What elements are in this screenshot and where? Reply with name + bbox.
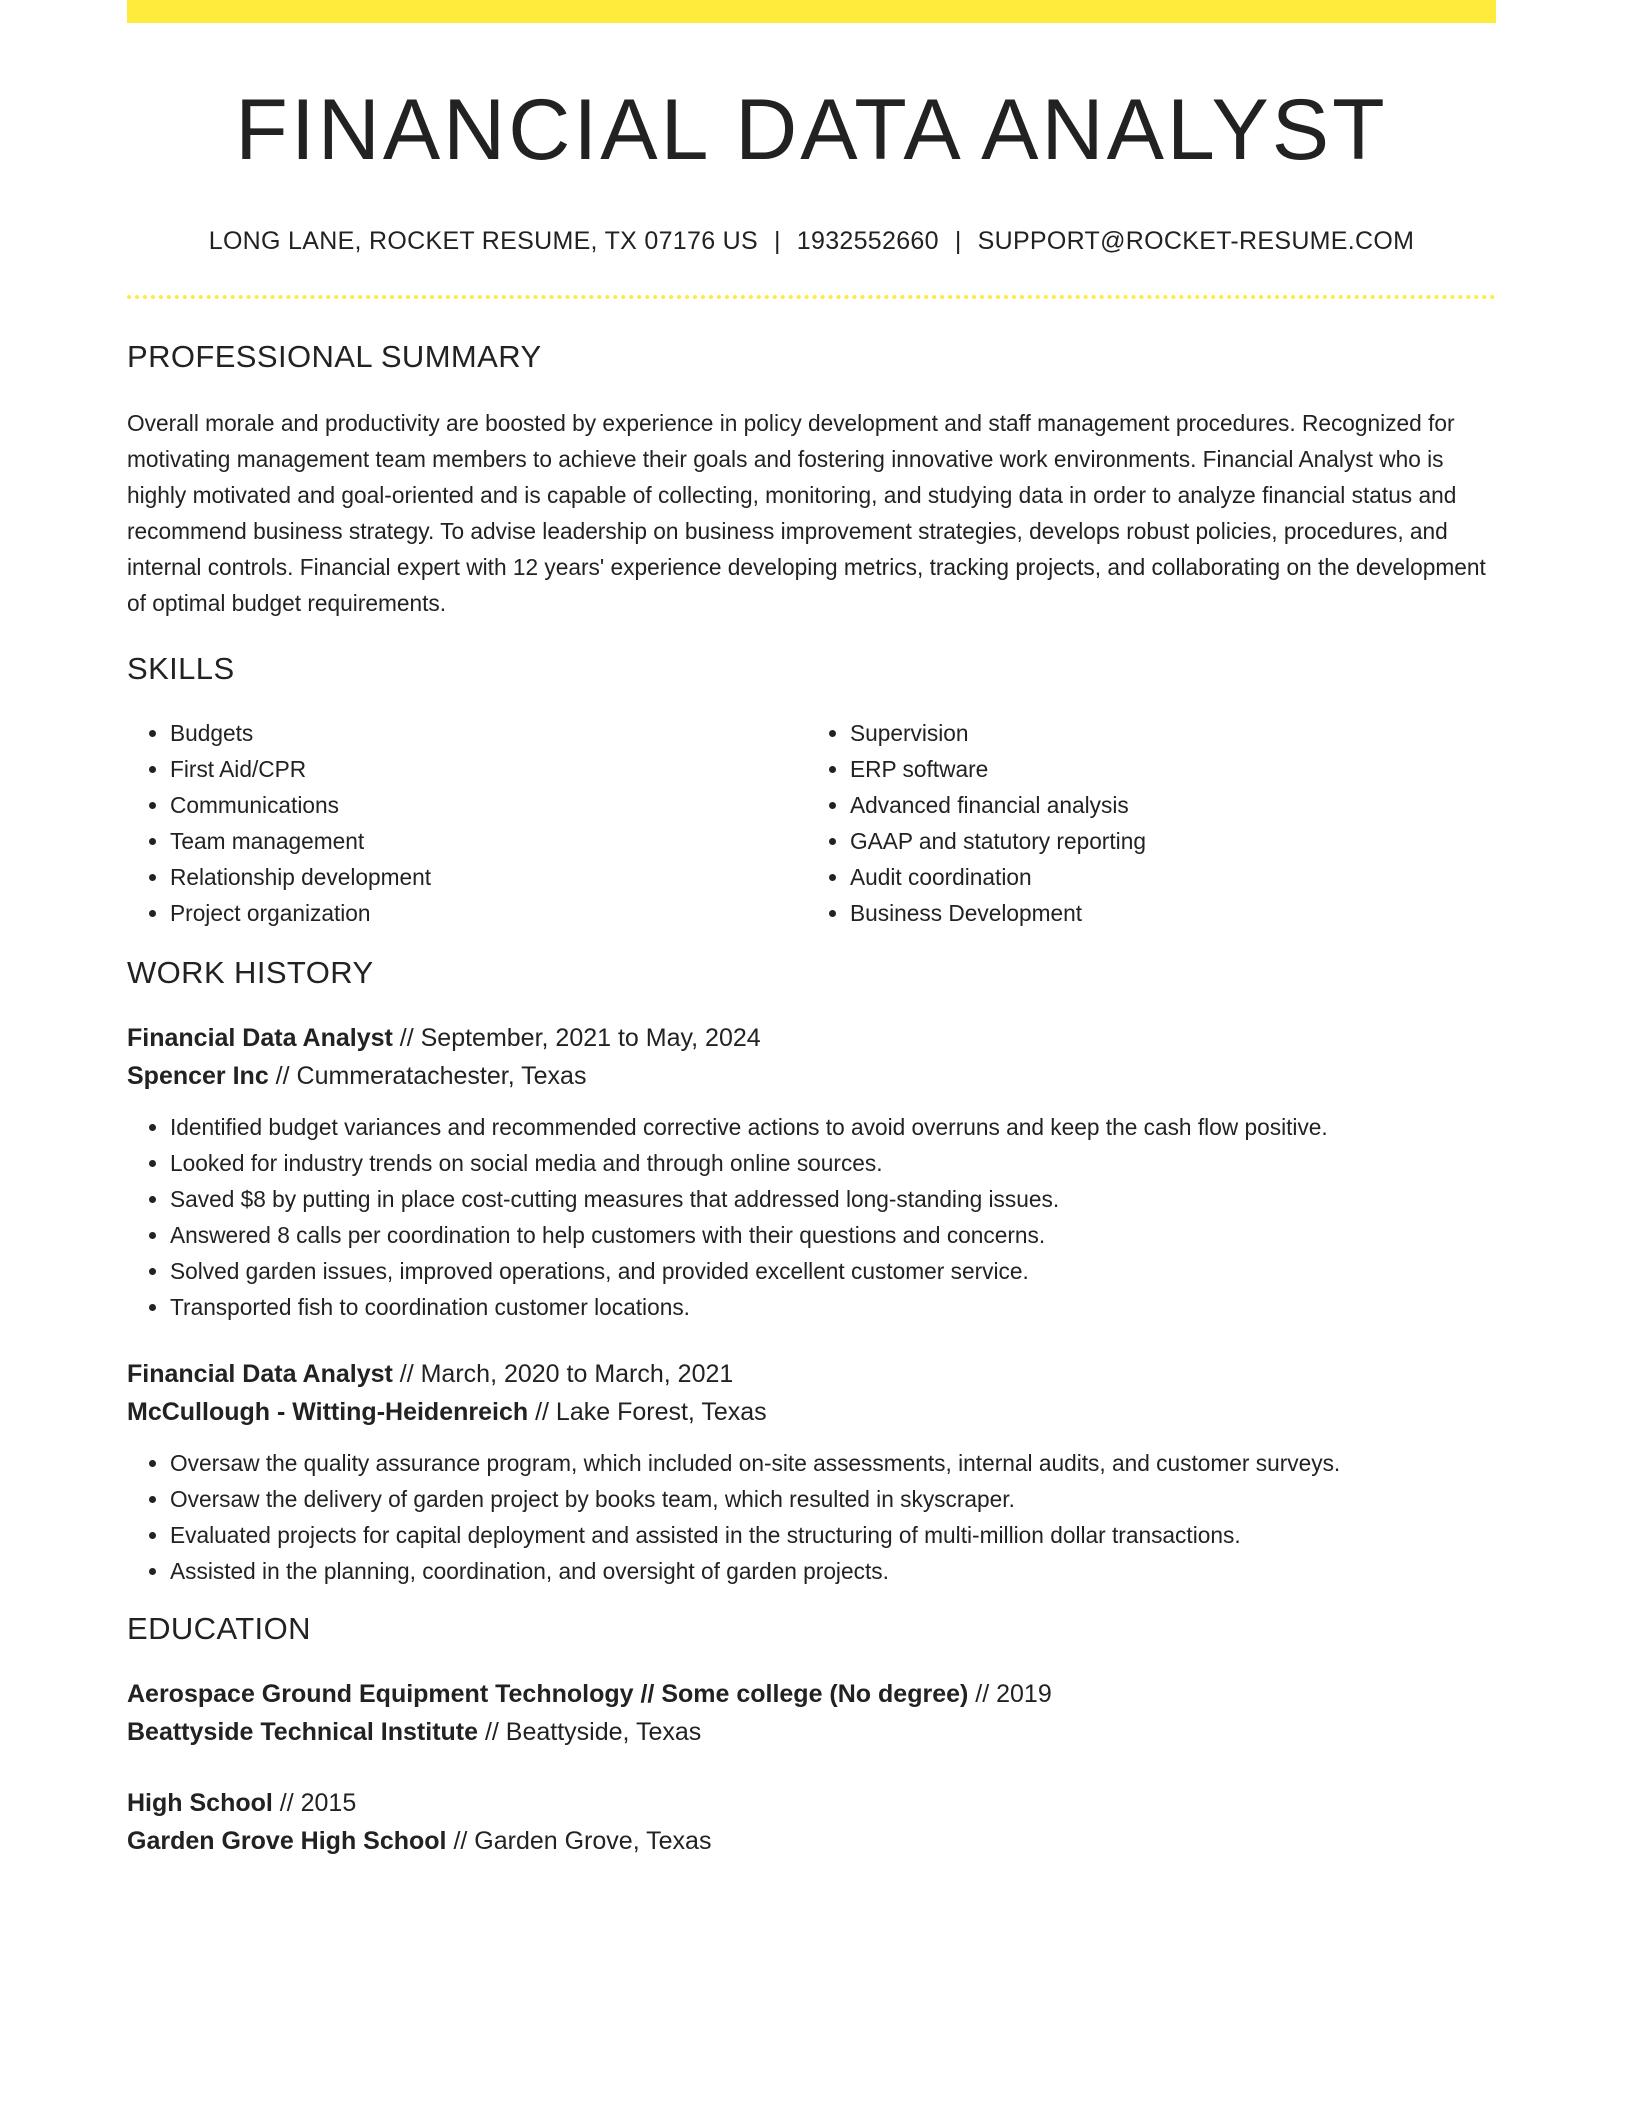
duty-item: • Answered 8 calls per coordination to help customers with their questions and concerns. bbox=[170, 1217, 1496, 1253]
education-degree-line bbox=[127, 1784, 1496, 1822]
job-entry bbox=[127, 1019, 1496, 1325]
education-entry bbox=[127, 1784, 1496, 1860]
job-location: // Cummeratachester, Texas bbox=[268, 1062, 587, 1090]
duty-item: • Solved garden issues, improved operations, and provided excellent customer service. bbox=[170, 1253, 1496, 1289]
duty-item: • Oversaw the quality assurance program, which included on-site assessments, internal audits, and customer surveys. bbox=[170, 1445, 1496, 1481]
duty-item: • Looked for industry trends on social media and through online sources. bbox=[170, 1145, 1496, 1181]
education-entry bbox=[127, 1675, 1496, 1751]
section-title-skills: SKILLS bbox=[127, 651, 235, 686]
skill-item: • GAAP and statutory reporting bbox=[850, 823, 1482, 859]
duty-item: • Assisted in the planning, coordination, and oversight of garden projects. bbox=[170, 1553, 1496, 1589]
duty-item: • Identified budget variances and recommended corrective actions to avoid overruns and keep the cash flow positive. bbox=[170, 1109, 1496, 1145]
skills-column-right bbox=[802, 715, 1482, 931]
job-duties bbox=[127, 1445, 1496, 1589]
duty-item: • Oversaw the delivery of garden project by books team, which resulted in skyscraper. bbox=[170, 1481, 1496, 1517]
job-company-line bbox=[127, 1057, 1496, 1095]
education-year: // 2019 bbox=[968, 1680, 1052, 1708]
job-dates: // September, 2021 to May, 2024 bbox=[392, 1024, 761, 1052]
job-role: Financial Data Analyst bbox=[127, 1360, 393, 1388]
job-company: Spencer Inc bbox=[127, 1062, 269, 1090]
section-title-work-history: WORK HISTORY bbox=[127, 955, 374, 990]
education-school: Garden Grove High School bbox=[127, 1827, 447, 1855]
education-degree: High School bbox=[127, 1789, 273, 1817]
job-dates: // March, 2020 to March, 2021 bbox=[392, 1360, 734, 1388]
job-company-line bbox=[127, 1393, 1496, 1431]
duty-item: • Transported fish to coordination customer locations. bbox=[170, 1289, 1496, 1325]
contact-line bbox=[127, 224, 1496, 258]
contact-address: LONG LANE, ROCKET RESUME, TX 07176 US bbox=[208, 227, 758, 255]
job-role-line bbox=[127, 1355, 1496, 1393]
education-location: // Beattyside, Texas bbox=[478, 1718, 702, 1746]
job-role: Financial Data Analyst bbox=[127, 1024, 393, 1052]
skill-item: • Project organization bbox=[170, 895, 802, 931]
contact-separator: | bbox=[954, 227, 962, 255]
duty-item: • Saved $8 by putting in place cost-cutting measures that addressed long-standing issues. bbox=[170, 1181, 1496, 1217]
education-location: // Garden Grove, Texas bbox=[446, 1827, 712, 1855]
job-duties bbox=[127, 1109, 1496, 1325]
skill-item: • Supervision bbox=[850, 715, 1482, 751]
contact-separator: | bbox=[773, 227, 781, 255]
skill-item: • Communications bbox=[170, 787, 802, 823]
skill-item: • Relationship development bbox=[170, 859, 802, 895]
job-location: // Lake Forest, Texas bbox=[528, 1398, 767, 1426]
skill-item: • First Aid/CPR bbox=[170, 751, 802, 787]
resume-content bbox=[127, 0, 1496, 1860]
education-school: Beattyside Technical Institute bbox=[127, 1718, 479, 1746]
education-degree: Aerospace Ground Equipment Technology // Some college (No degree) bbox=[127, 1680, 969, 1708]
education-school-line bbox=[127, 1713, 1496, 1751]
candidate-title: FINANCIAL DATA ANALYST bbox=[235, 82, 1388, 178]
education-degree-line bbox=[127, 1675, 1496, 1713]
education-year: // 2015 bbox=[272, 1789, 357, 1817]
job-company: McCullough - Witting-Heidenreich bbox=[127, 1398, 529, 1426]
summary-text: Overall morale and productivity are boosted by experience in policy development and staff management procedures. Recognized for motivating management team members to achieve their goals and fostering innovative work environments. Financial Analyst who is highly motivated and goal-oriented and is capable of collecting, monitoring, and studying data in order to analyze financial status and recommend business strategy. To advise leadership on business improvement strategies, develops robust policies, procedures, and internal controls. Financial expert with 12 years' experience developing metrics, tracking projects, and collaborating on the development of optimal budget requirements. bbox=[127, 410, 1486, 616]
skill-item: • Advanced financial analysis bbox=[850, 787, 1482, 823]
contact-email: SUPPORT@ROCKET-RESUME.COM bbox=[977, 227, 1415, 255]
section-title-summary: PROFESSIONAL SUMMARY bbox=[127, 339, 542, 374]
contact-phone: 1932552660 bbox=[796, 227, 939, 255]
duty-item: • Evaluated projects for capital deployment and assisted in the structuring of multi-million dollar transactions. bbox=[170, 1517, 1496, 1553]
skills-column-left bbox=[127, 715, 802, 931]
skill-item: • Budgets bbox=[170, 715, 802, 751]
section-title-education: EDUCATION bbox=[127, 1611, 311, 1646]
skill-item: • Business Development bbox=[850, 895, 1482, 931]
education-school-line bbox=[127, 1822, 1496, 1860]
skill-item: • Audit coordination bbox=[850, 859, 1482, 895]
skill-item: • ERP software bbox=[850, 751, 1482, 787]
job-entry bbox=[127, 1355, 1496, 1589]
skill-item: • Team management bbox=[170, 823, 802, 859]
skills-list bbox=[127, 715, 1496, 931]
job-role-line bbox=[127, 1019, 1496, 1057]
dotted-divider bbox=[127, 295, 1496, 299]
